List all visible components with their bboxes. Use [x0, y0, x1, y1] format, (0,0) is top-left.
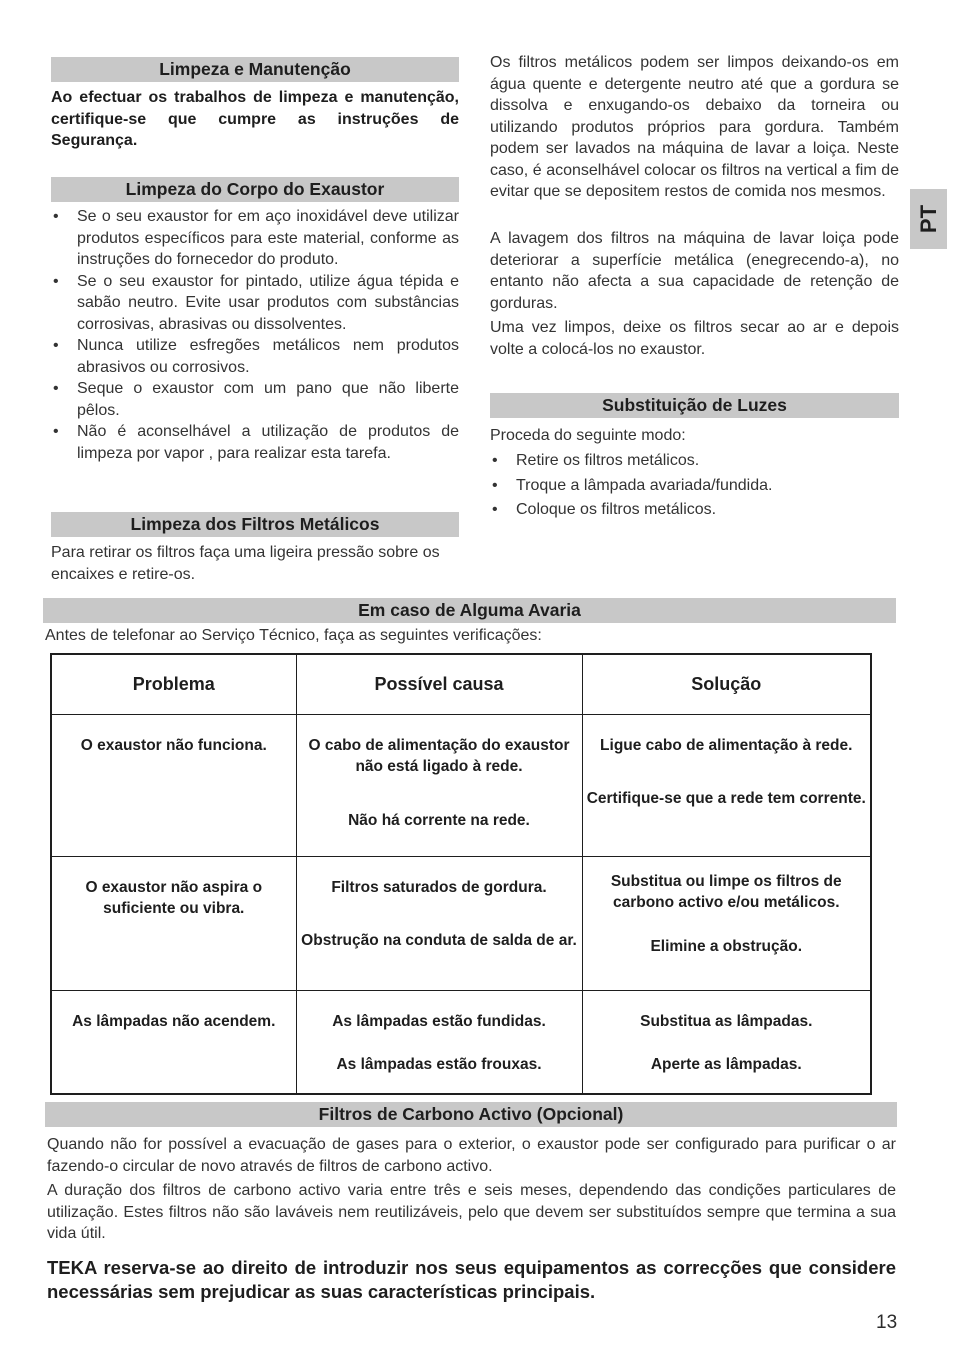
problem-cell — [51, 990, 296, 1094]
column-header-problema: Problema — [51, 654, 296, 714]
table-row — [51, 714, 871, 856]
filters-dishwasher-paragraph: A lavagem dos filtros na máquina de lavar loiça pode deteriorar a superfície metálica (enegrecendo-a), no entanto não afecta a sua capacidade de retenção de gorduras. — [490, 230, 899, 312]
solution-text: Certifique-se que a rede tem corrente. — [586, 790, 866, 807]
language-tab-label: PT — [915, 204, 941, 234]
problem-text: O exaustor não funciona. — [80, 736, 267, 754]
cause-cell — [296, 856, 582, 990]
section-header-limpeza-corpo: Limpeza do Corpo do Exaustor — [51, 177, 459, 202]
section-header-filtros-carbono: Filtros de Carbono Activo (Opcional) — [45, 1102, 897, 1127]
page-number: 13 — [876, 1312, 898, 1333]
carbono-paragraph-2: A duração dos filtros de carbono activo varia entre três e seis meses, dependendo das condições particulares de utilização. Estes filtros não são laváveis nem reutilizáveis, pelo que devem ser substituídos sempre que termina a sua vida útil. — [47, 1182, 896, 1242]
solution-text: Elimine a obstrução. — [650, 937, 803, 955]
cause-text: As lâmpadas estão fundidas. — [332, 1012, 546, 1030]
table-row — [51, 856, 871, 990]
problem-cell — [51, 714, 296, 856]
cause-text: O cabo de alimentação do exaustor não está ligado à rede. — [308, 736, 570, 775]
list-item: • Coloque os filtros metálicos. — [490, 499, 899, 521]
list-item: • Troque a lâmpada avariada/fundida. — [490, 475, 899, 497]
language-tab — [910, 189, 947, 249]
cause-cell — [296, 714, 582, 856]
cause-text: Filtros saturados de gordura. — [331, 878, 547, 896]
cause-text: Não há corrente na rede. — [348, 811, 530, 829]
table-row — [51, 990, 871, 1094]
section-header-avaria: Em caso de Alguma Avaria — [43, 598, 896, 623]
solution-cell — [582, 714, 871, 856]
section-header-limpeza-manutencao: Limpeza e Manutenção — [51, 57, 459, 82]
table-header-row — [51, 654, 871, 714]
solution-cell — [582, 990, 871, 1094]
avaria-intro: Antes de telefonar ao Serviço Técnico, faça as seguintes verificações: — [45, 627, 542, 644]
filters-drying-paragraph: Uma vez limpos, deixe os filtros secar ao ar e depois volte a colocá-los no exaustor. — [490, 319, 899, 358]
problem-text: O exaustor não aspira o suficiente ou vibra. — [85, 878, 263, 917]
cause-text: As lâmpadas estão frouxas. — [336, 1056, 542, 1073]
cause-cell — [296, 990, 582, 1094]
solution-text: Substitua as lâmpadas. — [640, 1012, 813, 1030]
luzes-intro: Proceda do seguinte modo: — [490, 427, 686, 444]
column-header-causa: Possível causa — [296, 654, 582, 714]
list-item: • Se o seu exaustor for em aço inoxidável deve utilizar produtos específicos para este material, conforme as instruções do fornecedor do produto. — [51, 206, 459, 271]
list-item: • Se o seu exaustor for pintado, utilize água tépida e sabão neutro. Evite usar produtos com substâncias corrosivas, abrasivas ou dissolventes. — [51, 271, 459, 336]
teka-notice: TEKA reserva-se ao direito de introduzir nos seus equipamentos as correcções que considere necessárias sem prejudicar as suas características principais. — [47, 1257, 896, 1302]
list-item: • Não é aconselhável a utilização de produtos de limpeza por vapor , para realizar esta tarefa. — [51, 421, 459, 464]
corpo-cleaning-list — [51, 206, 459, 464]
solution-cell — [582, 856, 871, 990]
solution-text: Substitua ou limpe os filtros de carbono activo e/ou metálicos. — [610, 872, 842, 911]
solution-text: Aperte as lâmpadas. — [650, 1056, 802, 1073]
problem-cell — [51, 856, 296, 990]
section-header-substituicao-luzes: Substituição de Luzes — [490, 393, 899, 418]
section-header-limpeza-filtros: Limpeza dos Filtros Metálicos — [51, 512, 459, 537]
troubleshooting-table — [50, 653, 872, 1095]
list-item: • Seque o exaustor com um pano que não liberte pêlos. — [51, 378, 459, 421]
list-item: • Retire os filtros metálicos. — [490, 450, 899, 472]
column-header-solucao: Solução — [582, 654, 871, 714]
carbono-paragraph-1: Quando não for possível a evacuação de gases para o exterior, o exaustor pode ser configurado para purificar o ar fazendo-o circular de novo através de filtros de carbono activo. — [47, 1136, 896, 1175]
luzes-steps-list — [490, 450, 899, 524]
problem-text: As lâmpadas não acendem. — [72, 1012, 276, 1030]
solution-text: Ligue cabo de alimentação à rede. — [600, 736, 853, 754]
list-item: • Nunca utilize esfregões metálicos nem produtos abrasivos ou corrosivos. — [51, 335, 459, 378]
limpeza-safety-note: Ao efectuar os trabalhos de limpeza e manutenção, certifique-se que cumpre as instruções de Segurança. — [51, 89, 459, 149]
cause-text: Obstrução na conduta de salda de ar. — [301, 932, 577, 949]
filtros-removal-text: Para retirar os filtros faça uma ligeira pressão sobre os encaixes e retire-os. — [51, 544, 440, 583]
filters-washing-paragraph: Os filtros metálicos podem ser limpos deixando-os em água quente e detergente neutro até que a gordura se dissolva e enxugando-os debaixo da torneira ou utilizando produtos próprios para gordura. Também podem ser lavados na máquina de lavar a loiça. Neste caso, é aconselhável colocar os filtros na vertical a fim de evitar que se depositem restos de comida nos mesmos. — [490, 54, 899, 200]
